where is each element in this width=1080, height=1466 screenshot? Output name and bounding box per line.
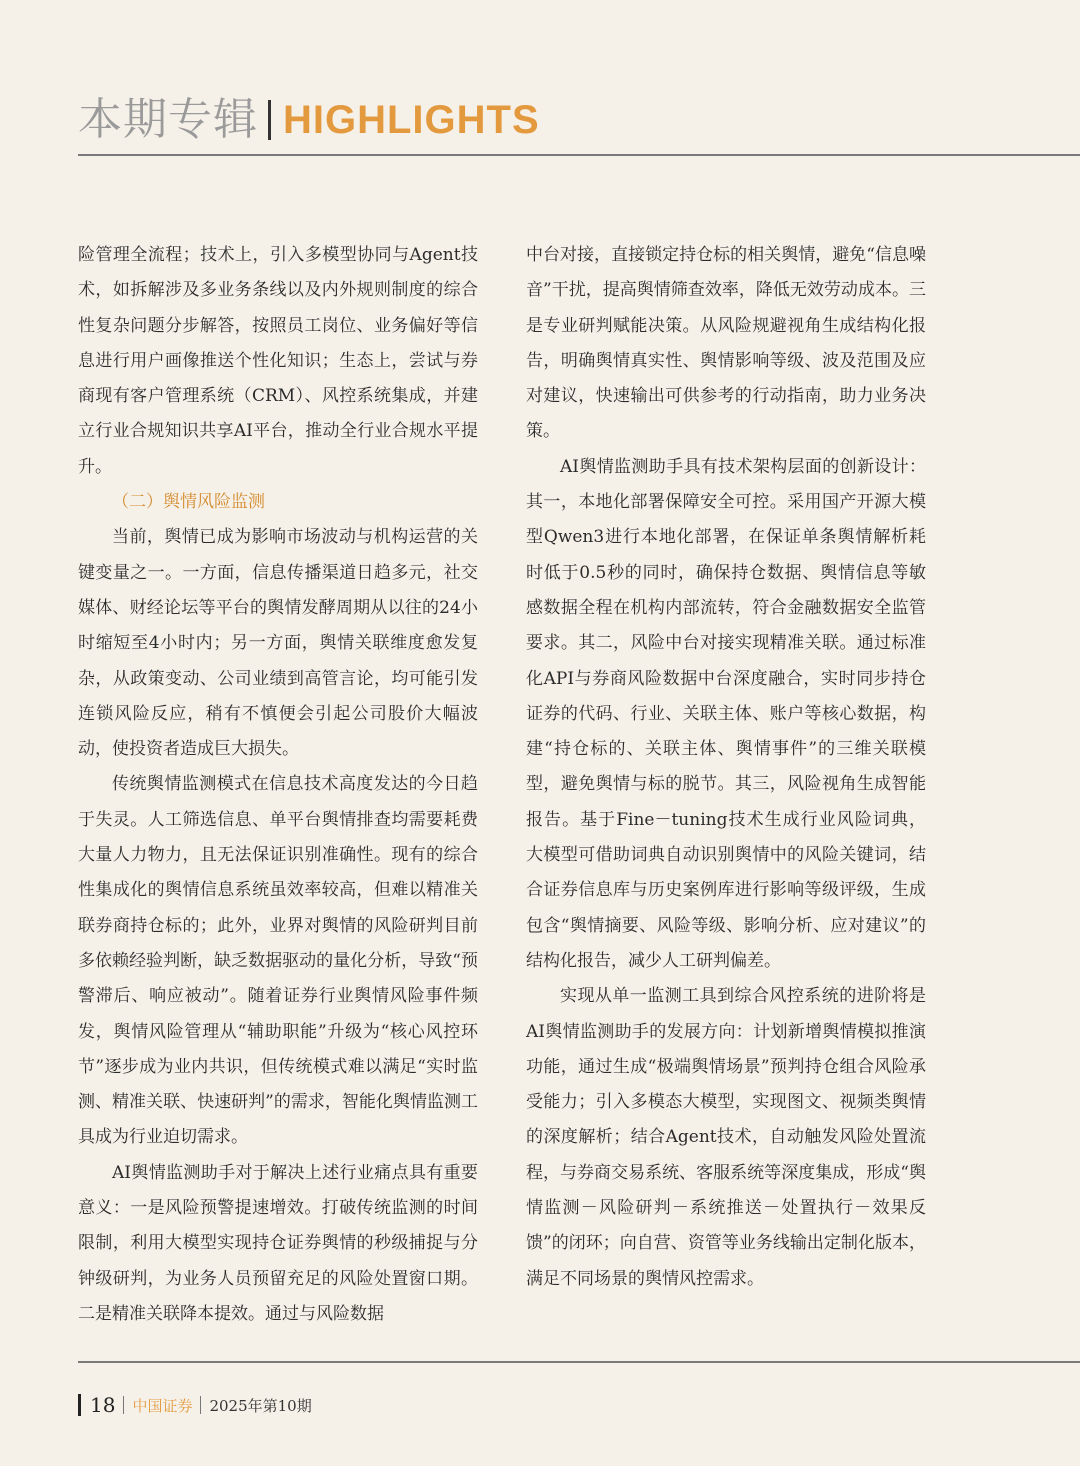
page-header (78, 92, 540, 148)
paragraph: 当前，舆情已成为影响市场波动与机构运营的关键变量之一。一方面，信息传播渠道日趋多元，社交媒体、财经论坛等平台的舆情发酵周期从以往的24小时缩短至4小时内；另一方面，舆情关联维度愈发复杂，从政策变动、公司业绩到高管言论，均可能引发连锁风险反应，稍有不慎便会引起公司股价大幅波动，使投资者造成巨大损失。 (78, 527, 478, 760)
footer-divider (200, 1396, 201, 1414)
paragraph: 险管理全流程；技术上，引入多模型协同与Agent技术，如拆解涉及多业务条线以及内外规则制度的综合性复杂问题分步解答，按照员工岗位、业务偏好等信息进行用户画像推送个性化知识；生态上，尝试与券商现有客户管理系统（CRM）、风控系统集成，并建立行业合规知识共享AI平台，推动全行业合规水平提升。 (78, 245, 478, 477)
magazine-name: 中国证券 (132, 1396, 193, 1415)
section-title-cn: 本期专辑 (78, 94, 258, 145)
paragraph: AI舆情监测助手具有技术架构层面的创新设计：其一，本地化部署保障安全可控。采用国产开源大模型Qwen3进行本地化部署，在保证单条舆情解析耗时低于0.5秒的同时，确保持仓数据、舆情信息等敏感数据全程在机构内部流转，符合金融数据安全监管要求。其二，风险中台对接实现精准关联。通过标准化API与券商风险数据中台深度融合，实时同步持仓证券的代码、行业、关联主体、账户等核心数据，构建“持仓标的、关联主体、舆情事件”的三维关联模型，避免舆情与标的脱节。其三，风险视角生成智能报告。基于Fine－tuning技术生成行业风险词典，大模型可借助词典自动识别舆情中的风险关键词，结合证券信息库与历史案例库进行影响等级评级，生成包含“舆情摘要、风险等级、影响分析、应对建议”的结构化报告，减少人工研判偏差。 (526, 456, 926, 971)
footer-divider (123, 1396, 124, 1414)
paragraph: 传统舆情监测模式在信息技术高度发达的今日趋于失灵。人工筛选信息、单平台舆情排查均需要耗费大量人力物力，且无法保证识别准确性。现有的综合性集成化的舆情信息系统虽效率较高，但难以精准关联券商持仓标的；此外，业界对舆情的风险研判目前多依赖经验判断，缺乏数据驱动的量化分析，导致“预警滞后、响应被动”。随着证券行业舆情风险事件频发，舆情风险管理从“辅助职能”升级为“核心风控环节”逐步成为业内共识，但传统模式难以满足“实时监测、精准关联、快速研判”的需求，智能化舆情监测工具成为行业迫切需求。 (78, 774, 478, 1148)
paragraph: 实现从单一监测工具到综合风控系统的进阶将是AI舆情监测助手的发展方向：计划新增舆情模拟推演功能，通过生成“极端舆情场景”预判持仓组合风险承受能力；引入多模态大模型，实现图文、视频类舆情的深度解析；结合Agent技术，自动触发风险处置流程，与券商交易系统、客服系统等深度集成，形成“舆情监测－风险研判－系统推送－处置执行－效果反馈”的闭环；向自营、资管等业务线输出定制化版本，满足不同场景的舆情风控需求。 (526, 986, 926, 1289)
section-heading: （二）舆情风险监测 (112, 492, 265, 513)
issue-label: 2025年第10期 (209, 1396, 312, 1415)
paragraph: AI舆情监测助手对于解决上述行业痛点具有重要意义：一是风险预警提速增效。打破传统监测的时间限制，利用大模型实现持仓证券舆情的秒级捕捉与分钟级研判，为业务人员预留充足的风险处置窗口期。二是精准关联降本提效。通过与风险数据 (78, 1162, 478, 1324)
footer-bar (78, 1394, 81, 1416)
left-column (78, 238, 478, 1332)
section-title-en: HIGHLIGHTS (283, 98, 540, 142)
page-number: 18 (90, 1393, 116, 1417)
right-column (526, 238, 926, 1297)
header-divider (268, 100, 271, 140)
paragraph: 中台对接，直接锁定持仓标的相关舆情，避免“信息噪音”干扰，提高舆情筛查效率，降低无效劳动成本。三是专业研判赋能决策。从风险规避视角生成结构化报告，明确舆情真实性、舆情影响等级、波及范围及应对建议，快速输出可供参考的行动指南，助力业务决策。 (526, 245, 926, 442)
footer-rule (78, 1361, 1080, 1363)
page-footer (78, 1390, 312, 1420)
header-rule (78, 154, 1080, 156)
